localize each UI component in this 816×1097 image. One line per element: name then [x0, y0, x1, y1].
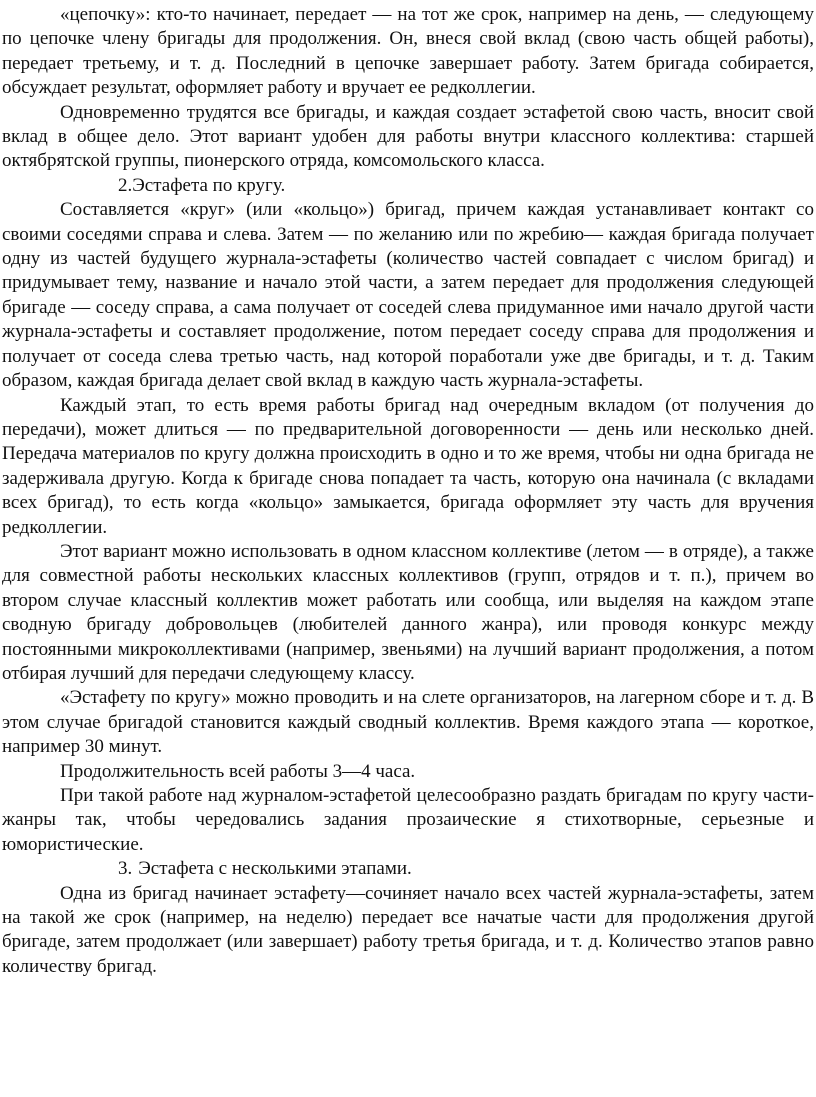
paragraph-rally-usage: «Эстафету по кругу» можно проводить и на слете организаторов, на лагерном сборе и т. д. В этом случае бригадой становится каждый сводный коллектив. Время каждого этапа — короткое, например 30 минут. [2, 687, 814, 758]
paragraph-all-brigades: Одновременно трудятся все бригады, и каждая создает эстафетой свою часть, вносит свой вклад в общее дело. Этот вариант удобен для работы внутри классного коллектива: старшей октябрятской группы, пионерского отряда, комсомольского класса. [2, 101, 814, 172]
list-number: 3. [118, 858, 133, 880]
list-heading-multi-stage [2, 857, 814, 881]
paragraph-duration: Продолжительность всей работы 3—4 часа. [60, 760, 416, 782]
list-heading-relay-circle [2, 174, 814, 198]
paragraph-chain-description: «цепочку»: кто-то начинает, передает — на тот же срок, например на день, — следующему по цепочке члену бригады для продолжения. Он, внеся свой вклад (свою часть общей работы), передает третьему, и т. д. Последний в цепочке завершает работу. Затем бригада собирается, обсуждает результат, оформляет работу и вручает ее редколлегии. [2, 4, 814, 99]
paragraph-variant-usage: Этот вариант можно использовать в одном классном коллективе (летом — в отряде), а также для совместной работы нескольких классных коллективов (групп, отрядов и т. п.), причем во втором случае классный коллектив может работать или сообща, или выделяя на каждом этапе сводную бригаду добровольцев (любителей данного жанра), или проводя конкурс между постоянными микроколлективами (например, звеньями) на лучший вариант продолжения, а потом отбирая лучший для передачи следующему классу. [2, 540, 814, 684]
paragraph-genres: При такой работе над журналом-эстафетой целесообразно раздать бригадам по кругу части-жанры так, чтобы чередовались задания прозаические я стихотворные, серьезные и юмористические. [2, 785, 814, 855]
paragraph-multi-stage-description: Одна из бригад начинает эстафету—сочиняет начало всех частей журнала-эстафеты, затем на такой же срок (например, на неделю) передает все начатые части для продолжения другой бригаде, затем продолжает (или завершает) работу третья бригада, и т. д. Количество этапов равно количеству бригад. [2, 882, 814, 977]
list-number: 2. [118, 174, 133, 196]
list-heading-text: Эстафета по кругу. [132, 174, 286, 196]
paragraph-each-stage: Каждый этап, то есть время работы бригад над очередным вкладом (от получения до передачи), может длиться — по предварительной договоренности — день или несколько дней. Передача материалов по кругу должна происходить в одно и то же время, чтобы ни одна бригада не задерживала другую. Когда к бригаде снова попадает та часть, которую она начинала (с вкладами всех бригад), то есть когда «кольцо» замыкается, бригада оформляет эту часть для вручения редколлегии. [2, 394, 814, 538]
list-heading-text: Эстафета с несколькими этапами. [138, 858, 412, 880]
paragraph-circle-setup: Составляется «круг» (или «кольцо») бригад, причем каждая устанавливает контакт со своими соседями справа и слева. Затем — по желанию или по жребию— каждая бригада получает одну из частей будущего журнала-эстафеты (количество частей совпадает с числом бригад) и придумывает тему, название и начало этой части, а затем передает для продолжения следующей бригаде — соседу справа, а сама получает от соседей слева придуманное ими начало другой части журнала-эстафеты и составляет продолжение, потом передает соседу справа для продолжения и получает от соседа слева третью часть, над которой поработали уже две бригады, и т. д. Таким образом, каждая бригада делает свой вклад в каждую часть журнала-эстафеты. [2, 199, 814, 392]
